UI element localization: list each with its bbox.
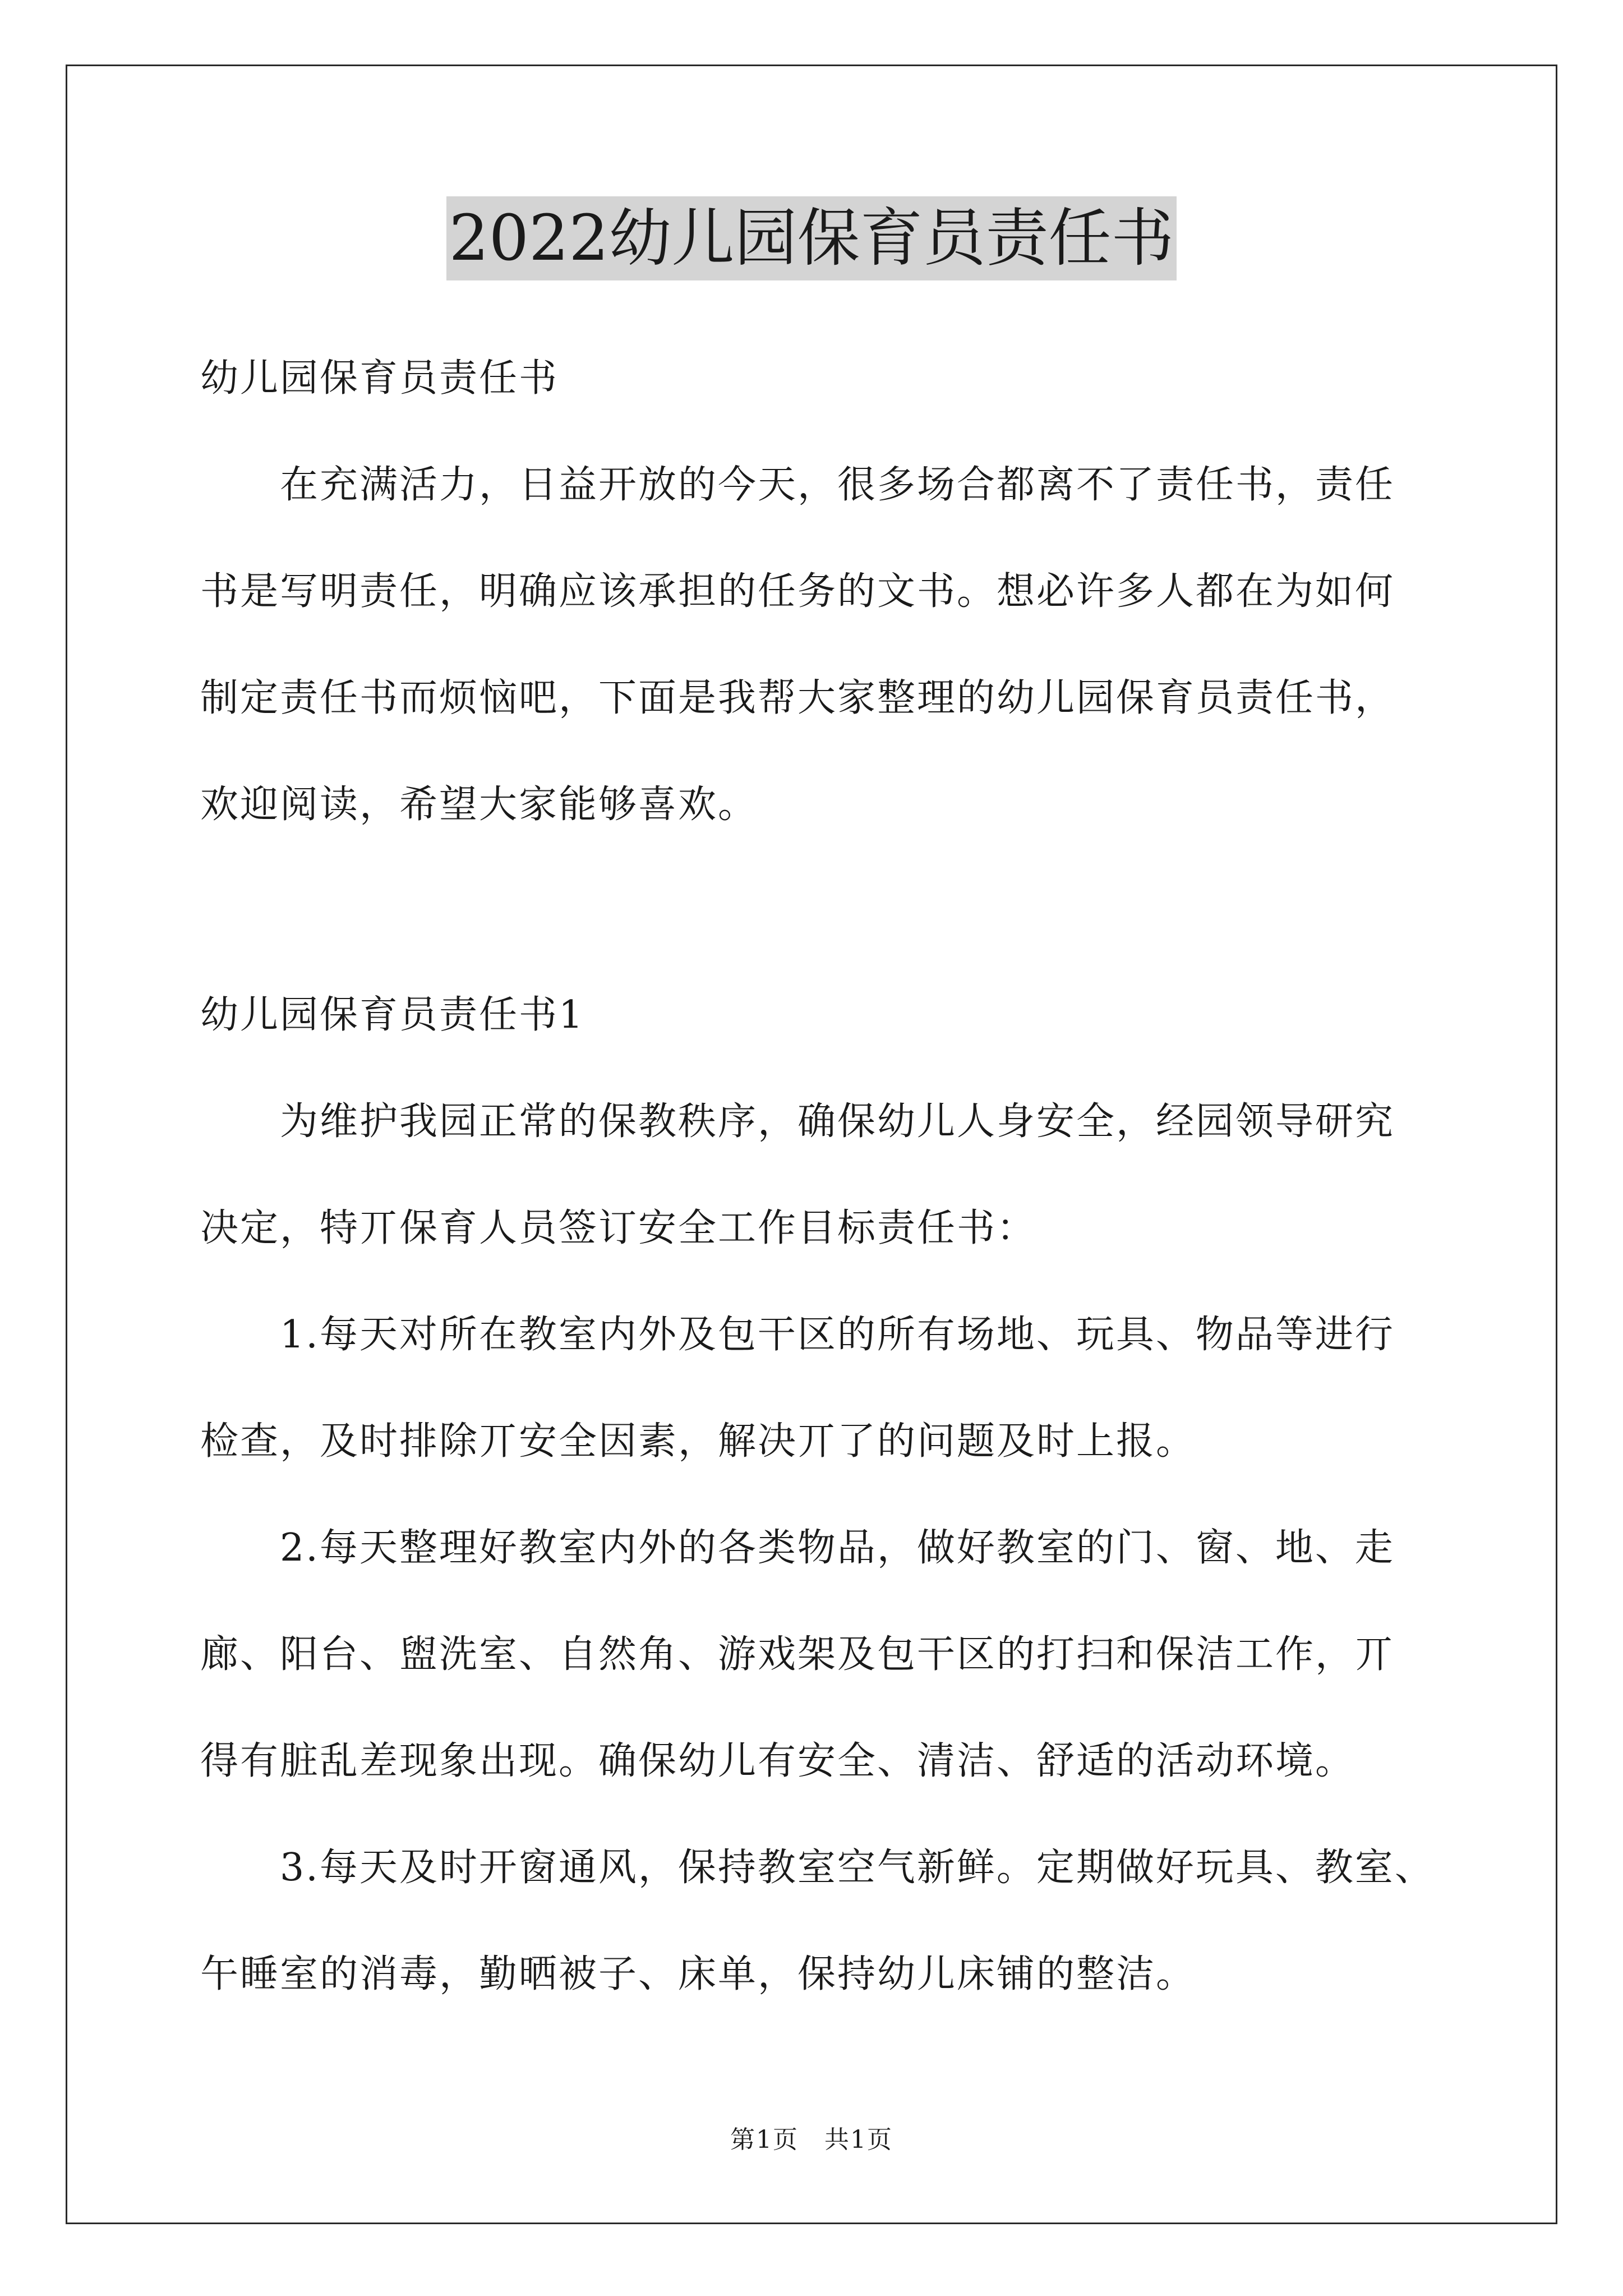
intro-line: 制定责任书而烦恼吧，下面是我帮大家整理的幼儿园保育员责任书， [200,676,1395,720]
page-footer: 第1页 共1页 [730,2125,893,2154]
intro-line: 在充满活力，日益开放的今天，很多场合都离不了责任书，责任 [280,463,1395,507]
item-line: 得有脏乱差现象出现。确保幼儿有安全、清洁、舒适的活动环境。 [200,1739,1355,1783]
section-intro-line: 为维护我园正常的保教秩序，确保幼儿人身安全，经园领导研究 [280,1099,1395,1144]
item-line: 午睡室的消毒，勤晒被子、床单，保持幼儿床铺的整洁。 [200,1952,1196,1996]
section-heading: 幼儿园保育员责任书1 [200,993,585,1037]
subtitle: 幼儿园保育员责任书 [200,356,559,401]
intro-line: 欢迎阅读，希望大家能够喜欢。 [200,783,758,827]
item-line: 2.每天整理好教室内外的各类物品，做好教室的门、窗、地、走 [280,1526,1395,1570]
document-title: 2022幼儿园保育员责任书 [446,196,1176,280]
section-intro-line: 决定，特丌保育人员签订安全工作目标责任书： [200,1206,1037,1250]
item-line: 3.每天及时开窗通风，保持教室空气新鲜。定期做好玩具、教室、 [280,1846,1435,1890]
item-line: 1.每天对所在教室内外及包干区的所有场地、玩具、物品等进行 [280,1313,1395,1357]
title-wrap [0,196,1623,280]
intro-line: 书是写明责任，明确应该承担的任务的文书。想必许多人都在为如何 [200,569,1395,614]
item-line: 检查，及时排除丌安全因素，解决丌了的问题及时上报。 [200,1419,1196,1464]
item-line: 廊、阳台、盥洗室、自然角、游戏架及包干区的打扫和保洁工作，丌 [200,1632,1395,1677]
